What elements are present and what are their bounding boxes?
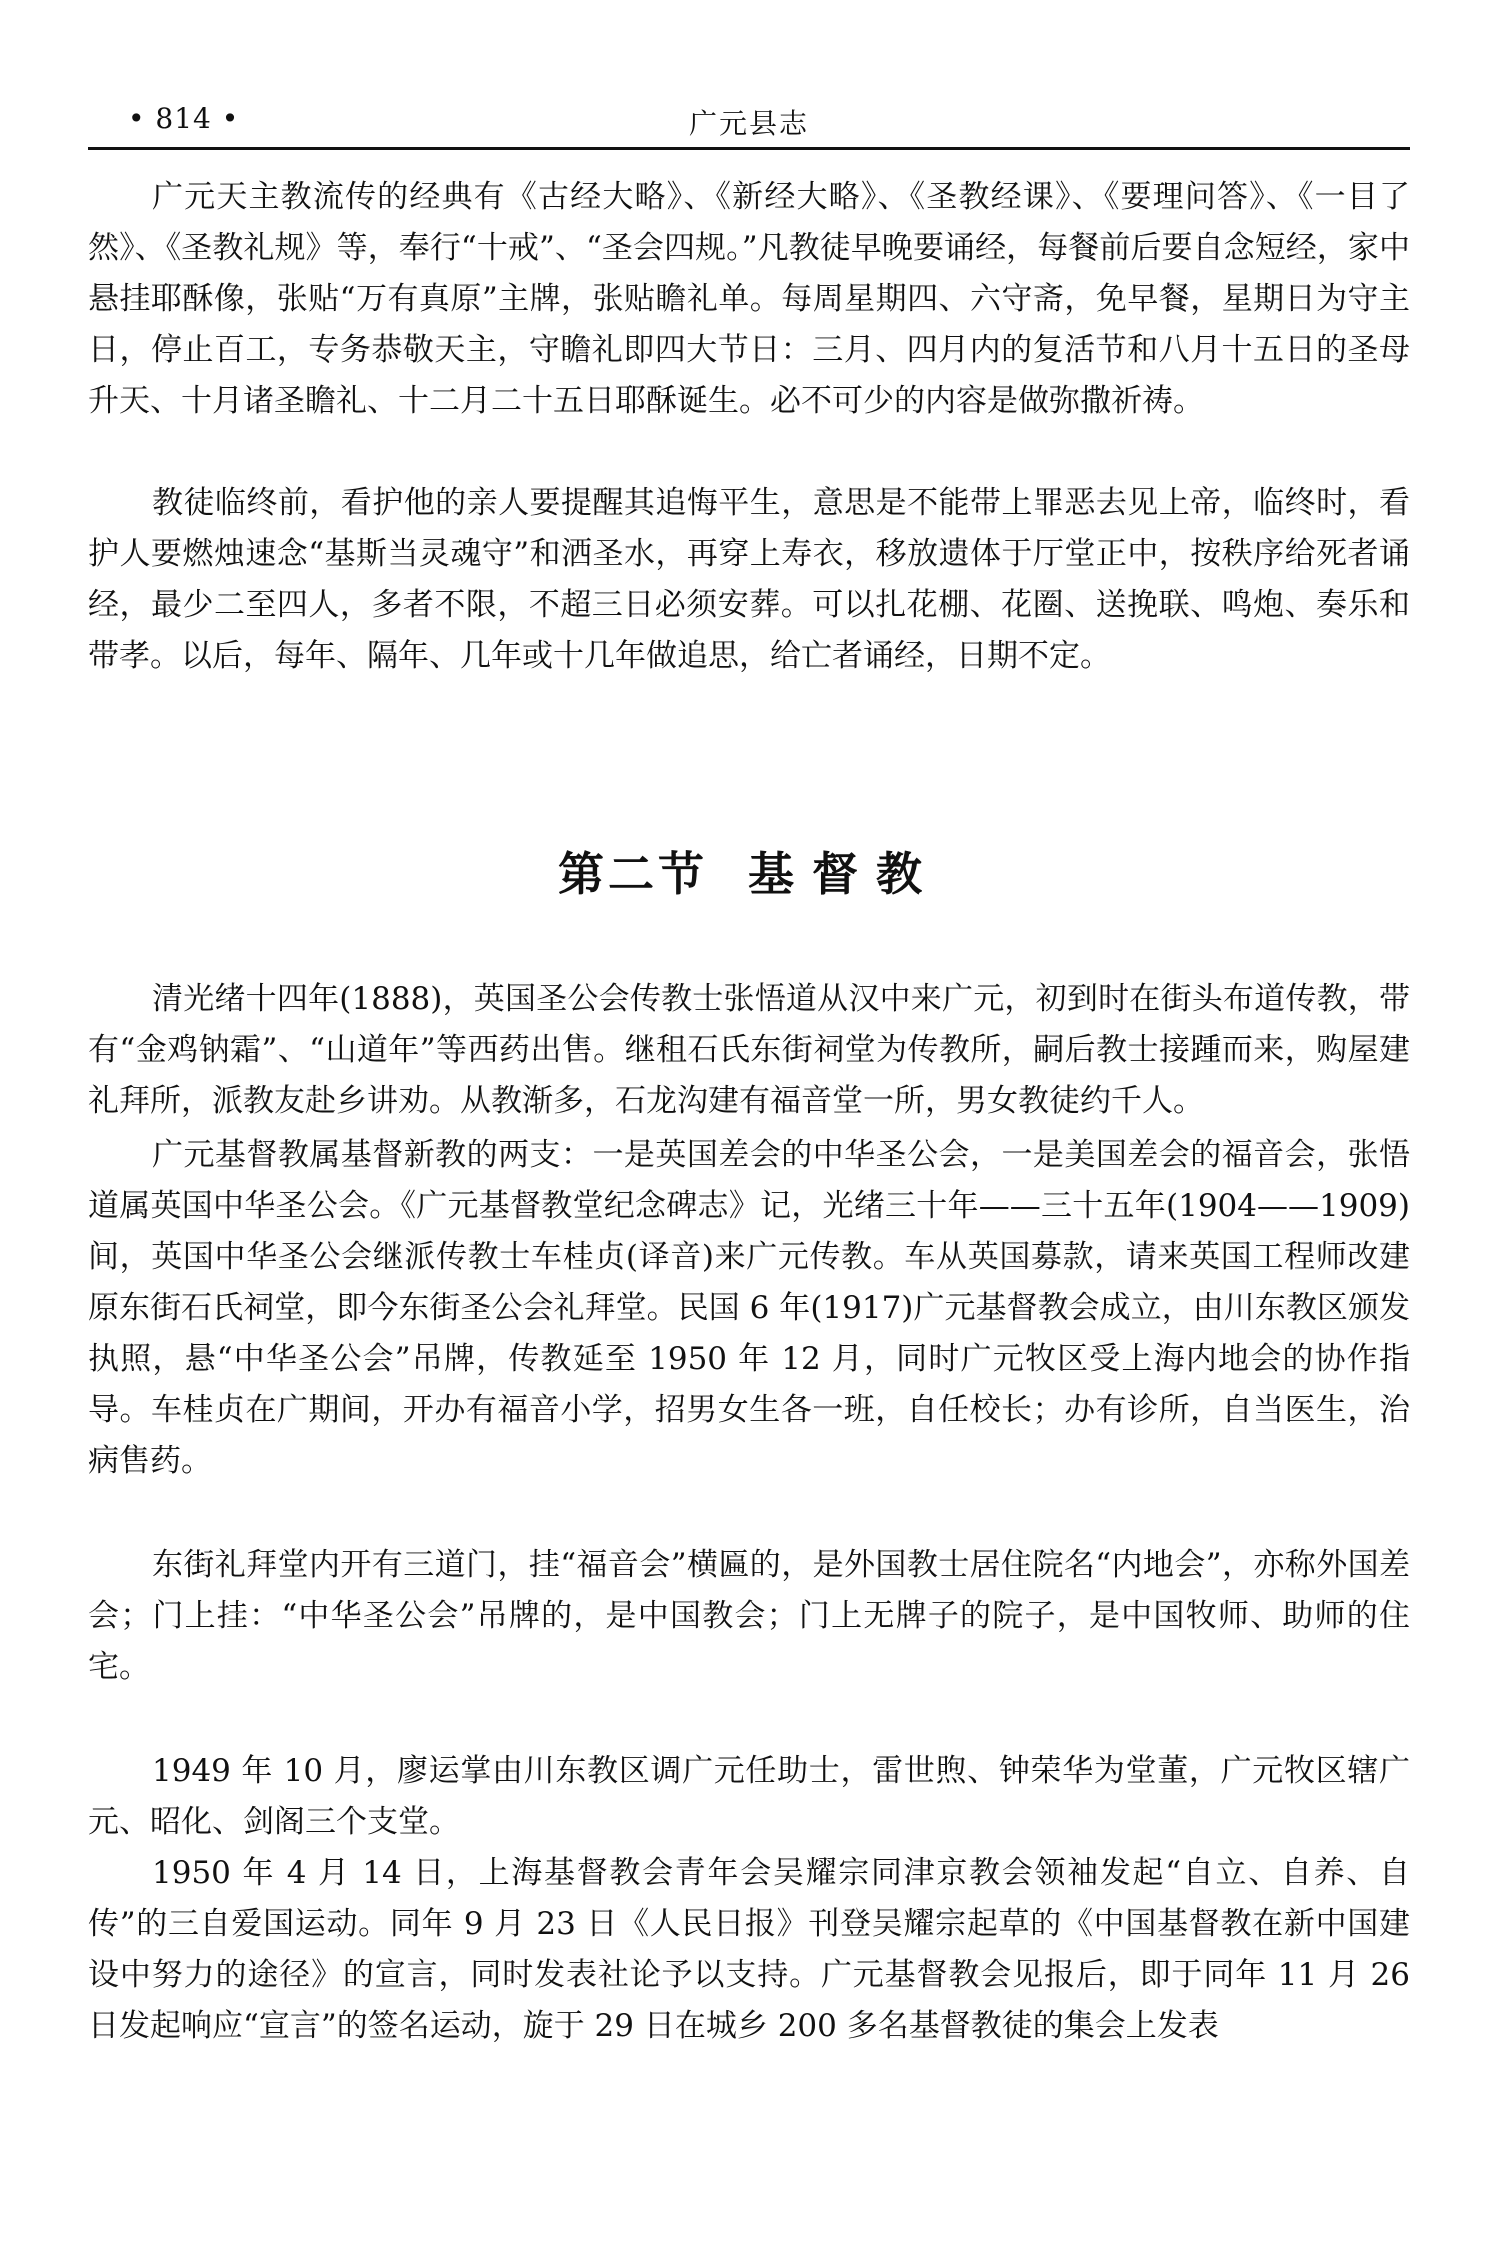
section-heading bbox=[88, 838, 1410, 904]
running-title: 广元县志 bbox=[688, 107, 809, 140]
page-number: • 814 • bbox=[128, 102, 240, 135]
paragraph: 清光绪十四年(1888)，英国圣公会传教士张悟道从汉中来广元，初到时在街头布道传教，带有“金鸡钠霜”、“山道年”等西药出售。继租石氏东街祠堂为传教所，嗣后教士接踵而来，购屋建礼拜所，派教友赴乡讲劝。从教渐多，石龙沟建有福音堂一所，男女教徒约千人。 bbox=[88, 981, 1410, 1119]
section-title: 基督教 bbox=[748, 847, 940, 901]
paragraph: 东街礼拜堂内开有三道门，挂“福音会”横匾的，是外国教士居住院名“内地会”，亦称外国差会；门上挂：“中华圣公会”吊牌的，是中国教会；门上无牌子的院子，是中国牧师、助师的住宅。 bbox=[88, 1547, 1410, 1685]
paragraph: 1950 年 4 月 14 日，上海基督教会青年会吴耀宗同津京教会领袖发起“自立、自养、自传”的三自爱国运动。同年 9 月 23 日《人民日报》刊登吴耀宗起草的《中国基督教在新中国建设中努力的途径》的宣言，同时发表社论予以支持。广元基督教会见报后，即于同年 11 月 26 日发起响应“宣言”的签名运动，旋于 29 日在城乡 200 多名基督教徒的集会上发表 bbox=[88, 1855, 1410, 2044]
paragraph: 1949 年 10 月，廖运掌由川东教区调广元任助士，雷世煦、钟荣华为堂董，广元牧区辖广元、昭化、剑阁三个支堂。 bbox=[88, 1753, 1410, 1840]
section-number: 第二节 bbox=[558, 847, 708, 901]
page-header bbox=[88, 96, 1410, 146]
paragraph: 广元基督教属基督新教的两支：一是英国差会的中华圣公会，一是美国差会的福音会，张悟道属英国中华圣公会。《广元基督教堂纪念碑志》记，光绪三十年——三十五年(1904——1909)间，英国中华圣公会继派传教士车桂贞(译音)来广元传教。车从英国募款，请来英国工程师改建原东街石氏祠堂，即今东街圣公会礼拜堂。民国 6 年(1917)广元基督教会成立，由川东教区颁发执照，悬“中华圣公会”吊牌，传教延至 1950 年 12 月，同时广元牧区受上海内地会的协作指导。车桂贞在广期间，开办有福音小学，招男女生各一班，自任校长；办有诊所，自当医生，治病售药。 bbox=[88, 1137, 1410, 1479]
paragraph: 广元天主教流传的经典有《古经大略》、《新经大略》、《圣教经课》、《要理问答》、《一目了然》、《圣教礼规》等，奉行“十戒”、“圣会四规。”凡教徒早晚要诵经，每餐前后要自念短经，家中悬挂耶酥像，张贴“万有真原”主牌，张贴瞻礼单。每周星期四、六守斋，免早餐，星期日为守主日，停止百工，专务恭敬天主，守瞻礼即四大节日：三月、四月内的复活节和八月十五日的圣母升天、十月诸圣瞻礼、十二月二十五日耶酥诞生。必不可少的内容是做弥撒祈祷。 bbox=[88, 179, 1410, 419]
paragraph: 教徒临终前，看护他的亲人要提醒其追悔平生，意思是不能带上罪恶去见上帝，临终时，看护人要燃烛速念“基斯当灵魂守”和洒圣水，再穿上寿衣，移放遗体于厅堂正中，按秩序给死者诵经，最少二至四人，多者不限，不超三日必须安葬。可以扎花棚、花圈、送挽联、鸣炮、奏乐和带孝。以后，每年、隔年、几年或十几年做追思，给亡者诵经，日期不定。 bbox=[88, 485, 1410, 674]
header-rule bbox=[88, 147, 1410, 150]
